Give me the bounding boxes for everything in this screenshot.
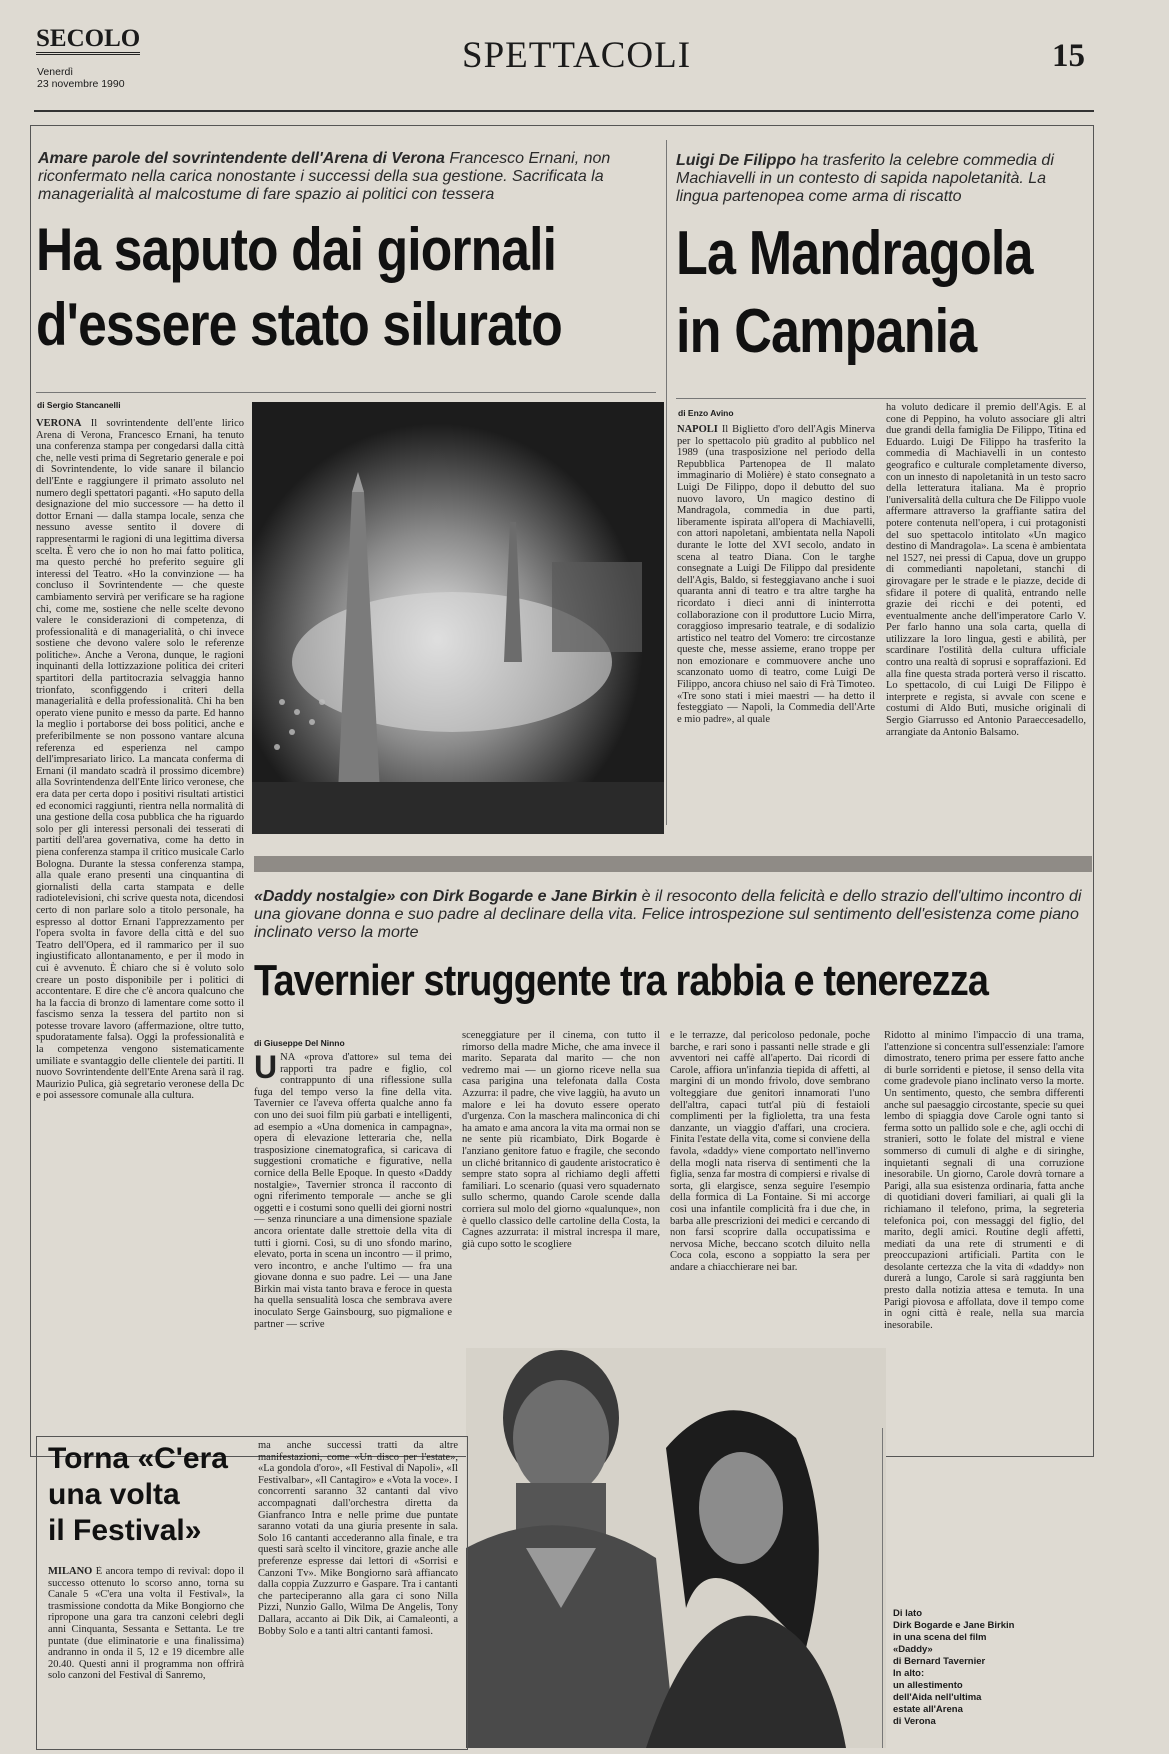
page-number: 15	[1052, 38, 1085, 74]
caption-line-3: in una scena del film	[893, 1632, 987, 1643]
arena-body: Il sovrintendente dell'ente lirico Arena di Verona, Francesco Ernani, ha tenuto una conferenza stampa per congedarsi dalla città che, nelle vesti prima di Segretario generale e poi di Sovrintendente, lo vide sanare il bilancio dell'Ente e raggiungere il primato assoluto nel numero degli spettatori paganti. «Ho saputo della designazione del mio successore — ha detto il dottor Ernani — dalla stampa locale, senza che nessuno avesse sentito il dovere di rappresentarmi le ragioni di una legittima diversa scelta. È vero che io non ho mai fatto politica, ma questo perché ho preferito seguire gli interessi del Teatro. «Ho la convinzione — ha concluso il Sovrintendente — che queste cambiamento servirà per verificare se ha ragione chi, come me, sostiene che nelle scelte devono valere le considerazioni di competenza, di professionalità e di managerialità, o chi invece sostiene che devono valere solo le referenze politiche». Anche a Verona, dunque, le ragioni inquinanti della lottizzazione politica dei criteri spartitori della partitocrazia selvaggia hanno trionfato, sconfiggendo i criteri della managerialità e della professionalità. Chi ha ben operato viene punito e messo da parte. Ed hanno la meglio i portaborse dei boss politici, anche e preferibilmente se non possono vantare alcuna referenza ed esperienza nel campo dell'impresariato lirico. La mancata conferma di Ernani (il mandato scadrà il prossimo dicembre) alla Sovrintendenza dell'Ente lirico veronese, che era data per certa dopo i positivi risultati artistici ed economici raggiunti, rientra nella normalità di una gestione della cosa pubblica che ha riguardo solo per gli interessi personali dei tesserati di partiti dell'area governativa, come ha detto in piena conferenza stampa il critico musicale Carlo Bologna. Durante la stessa conferenza stampa, alla quale erano presenti una cinquantina di giornalisti della carta stampata e delle radiotelevisioni, chi scrive questa nota, dicendosi certo di non parlare solo a titolo personale, ha espresso al dottor Ernani l'apprezzamento per l'opera svolta in favore della città e del suo Teatro dell'Opera, ed il rammarico per il suo ingiustificato allontanamento, e per il modo in cui è avvenuto. È chiaro che si è voluto solo creare un posto disponibile per i politici di accontentare. E dire che c'è ancora qualcuno che ha la faccia di bronzo di lamentare come sotto il fascismo senza la tessera del partito non si potesse trovare lavoro (affermazione, oltre tutto, spudoratamente falsa). Oggi la professionalità e la competenza vengono sistematicamente umiliate e svantaggio delle clientele dei partiti. Il nuovo Sovrintendente dell'Ente Arena sarà il rag. Maurizio Pulica, già segretario veronese della Dc e poi assessore comunale alla cultura.	[36, 418, 244, 1102]
caption-line-7: un allestimento	[893, 1680, 963, 1691]
tavernier-body-3: e le terrazze, dal pericoloso pedonale, poche barche, e rari sono i passanti nelle strade e gli avventori nei caffè all'aperto. Dai ricordi di Carole, affiora un'infanzia tiepida di affetti, al margini di un mondo frivolo, dove sembrano volteggiare due genitori innamorati l'uno dell'altra, capaci tutt'al più di festaioli complimenti per la figlioletta, tra una festa danzante, un viaggio d'affari, una crociera. Finita l'estate della vita, come si conviene della favola, «daddy» viene comportato nell'inverno della mogli nata riserva di sentimenti che la figlia, senza far mostra di compiersi e rivalse di sorta, gli elargisce, senza seguire l'esempio della formica di La Fontaine. Si mi accorge così una infantile complicità fra i due che, in barba alle prescrizioni dei medici e cercando di non farsi scoprire dalla occupatissima e nervosa Miche, beccano scotch diluito nella Coca cola, escono a soppiatto la sera per andare a chiacchierare nei bar.	[670, 1030, 870, 1273]
caption-line-2: Dirk Bogarde e Jane Birkin	[893, 1620, 1015, 1631]
tavernier-body-1: NA «prova d'attore» sul tema dei rapporti tra padre e figlio, col contrappunto di una riflessione sulla fuga del tempo verso la fine della vita. Tavernier ce l'aveva offerta qualche anno fa con uno dei suoi film più garbati e intelligenti, ad esempio a «Una domenica in campagna», opera di elevazione letteraria che, nella trasposizione cinematografica, si caricava di suggestioni cromatiche e figurative, nella cornice della Belle Epoque. In questo «Daddy nostalgie», Tavernier stronca il racconto di ogni riferimento temporale — anche se gli oggetti e i costumi sono quelli dei giorni nostri — senza rinunciare a una dimensione spaziale ancora orientate dalle strettoie della vita di tutti i giorni. Così, su di uno sfondo marino, elevato, porta in scena un incontro — il primo, vero incontro, e anche l'ultimo — fra una giovane donna e suo padre. Lei — una Jane Birkin mai vista tanto brava e feroce in questa ha quella sensualità losca che sembrava avere inoculato Serge Gainsbourg, suo pigmalione e partner — scrive	[254, 1052, 452, 1330]
mandragola-body-1: Il Biglietto d'oro dell'Agis Minerva per lo spettacolo più gradito al pubblico nel 1989 (una trasposizione nel periodo della Repubblica Partenopea de Il malato immaginario di Molière) è stato consegnato a Luigi De Filippo, dopo il debutto del suo nuovo lavoro, Un magico destino di Mandragola, commedia in due parti, liberamente ispirata all'opera di Machiavelli, con attori napoletani, ambientata nella Napoli durante le lotte del XVI secolo, andato in scena al teatro Diana. Con le targhe consegnate a Luigi De Filippo dal presidente dell'Agis, Baldo, si festeggiavano anche i suoi quaranta anni di teatro e tra altre targhe ha ricordato i dieci anni di ininterrotta collaborazione con il produttore Lucio Mirra, coraggioso impresario teatrale, e di sodalizio artistico nel teatro del Vomero: tre circostanze queste che, messe assieme, erano troppe per non emozionare e commuovere anche uno scanzonato uomo di teatro, come Luigi De Filippo, ancora chiuso nel saio di Frà Timoteo. «Tre sono stati i miei maestri — ha detto il festeggiato — Napoli, la Commedia dell'Arte e mio padre», al quale	[677, 424, 875, 725]
arena-deck-text: Francesco Ernani, non riconfermato nella carica nonostante i successi della sua gestione. Sacrificata la managerialità al malcostume di fare spazio ai politici con tessera	[38, 150, 611, 203]
caption-line-10: di Verona	[893, 1716, 936, 1727]
mandragola-body-2: ha voluto dedicare il premio dell'Agis. E al cone di Peppino, ha voluto associare gli altri due grandi della famiglia De Filippo, Titina ed Eduardo. Luigi De Filippo ha trasferito la commedia di Machiavelli in un contesto geografico e culturale completamente diverso, con un innesto di napoletanità in un testo sacro della letteratura italiana. Ma è proprio l'universalità della cultura che De Filippo vuole affermare attraverso la graffiante satira del potere contenuta nell'opera, i cui protagonisti del suo spettacolo intitolato «Un magico destino di Mandragola». La scena è ambientata nel 1527, nei pressi di Capua, dove un gruppo di commedianti napoletani, stanchi di girovagare per le strade e le piazze, decide di sfidare il potere di qualità, entrando nelle grazie dei ricchi e dei potenti, ed eventualmente anche dell'imperatore Carlo V. Per farlo hanno una sola carta, quella di utilizzare la loro lingua, gesti e abilità, per scardinare l'ostilità della cultura ufficiale contro una realtà di soprusi e sopraffazioni. Ed alla fine questa strada porterà verso il riscatto. Lo spettacolo, di cui Luigi De Filippo è interprete e regista, si avvale con scene e costumi di Aldo Buti, musiche originali di Sergio Giarrusso ed Antonio Paraeccesadello, arrangiate da Antonio Balsamo.	[886, 402, 1086, 738]
caption-line-1: Di lato	[893, 1608, 923, 1619]
caption-line-5: di Bernard Tavernier	[893, 1656, 986, 1667]
caption-line-8: dell'Aida nell'ultima	[893, 1692, 982, 1703]
festival-headline-line1: Torna «C'era	[48, 1442, 228, 1475]
arena-column	[36, 418, 244, 1430]
mandragola-rule	[676, 398, 1086, 399]
mandragola-headline-line1: La Mandragola	[676, 219, 1033, 288]
issue-day: Venerdì	[37, 66, 74, 78]
arena-rule	[36, 392, 656, 393]
festival-headline-line2: una volta	[48, 1478, 180, 1511]
mandragola-dateline: NAPOLI	[677, 424, 718, 435]
festival-body-2: ma anche successi tratti da altre manifestazioni, come «Un disco per l'estate», «La gondola d'oro», «Il Festival di Napoli», «Il Festivalbar», «Il Cantagiro» e «Vota la voce». I concorrenti saranno 32 cantanti dal vivo accompagnati dall'orchestra diretta da Gianfranco Intra e nelle prime due puntate saranno votati da una giuria presente in sala. Solo 16 cantanti accederanno alla finale, e tra questi sarà scelto il vincitore, grazie anche alle preferenze espresse dai lettori di «Sorrisi e Canzoni Tv». Mike Bongiorno sarà affiancato dalla coppia Zuzzurro e Gaspare. Tra i cantanti che parteciperanno alla gara ci sono Nilla Pizzi, Nunzio Gallo, Wilma De Angelis, Tony Dallara, accanto ai Dik Dik, ai Camaleonti, a Bobby Solo e a tanti altri cantanti famosi.	[258, 1440, 458, 1637]
mandragola-headline-line2: in Campania	[676, 297, 977, 366]
tavernier-dropcap: U	[254, 1052, 278, 1085]
arena-deck	[38, 150, 658, 204]
film-still-illustration	[466, 1348, 886, 1748]
tavernier-column-4	[884, 1030, 1084, 1422]
arena-stage-illustration	[252, 402, 664, 834]
arena-photo	[252, 402, 664, 834]
tavernier-column-2	[462, 1030, 660, 1346]
tavernier-body-4: Ridotto al minimo l'impaccio di una trama, l'attenzione si concentra sull'essenziale: l'amore dimostrato, tenero prima per essere fatto anche di burle sorridenti e pietose, il senso della vita come gradevole piano inclinato verso la morte. Un sentimento, questo, che sembra differenti anche sul paesaggio circostante, specie su quei lembo di spiaggia dove Carole ogni tanto si ferma sotto un pallido sole e che, agli occhi di stranieri, sotto le folate del mistral e viene sommerso di cumuli di alghe e di siringhe, inquietanti segnali di una corruzione inesorabile. Un giorno, Carole dovrà tornare a Parigi, alla sua esistenza ordinaria, fatta anche di quotidiani doveri familiari, ai quali gli la richiamano il telefono, prima, la segreteria telefonica poi, con messaggi del figlio, del marito, degli amici. Routine degli affetti, mediati da una rete di strumenti e di preoccupazioni artificiali. Partita con le desolante certezza che la vita di «daddy» non durerà a lungo, Carole si sarà raggiunta ben presto dalla notizia attesa e temuta. In una Parigi piovosa e affollata, dove il tempo come in ogni città è reale, nella sua marcia inesorabile.	[884, 1030, 1084, 1331]
arena-byline: di Sergio Stancanelli	[37, 400, 121, 410]
festival-column-2	[258, 1440, 458, 1742]
arena-headline-line1: Ha saputo dai giornali	[36, 216, 557, 283]
arena-deck-lead: Amare parole del sovrintendente dell'Arena di Verona	[38, 150, 445, 167]
mandragola-column-2	[886, 402, 1086, 836]
tavernier-deck-text: è il resoconto della felicità e dello strazio dell'ultimo incontro di una giovane donna e suo padre al declinare della vita. Felice introspezione sul sentimento dell'esistenza come piano inclinato verso la morte	[254, 888, 1082, 941]
section-divider-bar	[254, 856, 1092, 872]
tavernier-headline: Tavernier struggente tra rabbia e tenerezza	[254, 956, 989, 1005]
mandragola-byline: di Enzo Avino	[678, 408, 734, 418]
section-title: SPETTACOLI	[462, 35, 692, 76]
caption-line-6: In alto:	[893, 1668, 925, 1679]
tavernier-byline: di Giuseppe Del Ninno	[254, 1038, 345, 1048]
caption-line-4: «Daddy»	[893, 1644, 933, 1655]
issue-full-date: 23 novembre 1990	[37, 78, 125, 90]
mandragola-deck-lead: Luigi De Filippo	[676, 152, 796, 169]
tavernier-deck	[254, 888, 1084, 942]
festival-dateline: MILANO	[48, 1566, 93, 1577]
mandragola-deck	[676, 152, 1088, 206]
mandragola-column-1	[677, 424, 875, 836]
issue-date	[37, 66, 125, 90]
caption-line-9: estate all'Arena	[893, 1704, 963, 1715]
masthead-rule	[34, 110, 1094, 112]
festival-body-1: È ancora tempo di revival: dopo il successo ottenuto lo scorso anno, torna su Canale 5 «C'era una volta il Festival», la trasmissione condotta da Mike Bongiorno che ripropone una gara tra canzoni celebri degli anni Cinquanta, Sessanta e Settanta. Le tre puntate (due eliminatorie e una finalissima) andranno in onda il 5, 12 e 19 dicembre alle 20.40. Questi anni il programma non offrirà solo canzoni del Festival di Sanremo,	[48, 1566, 244, 1682]
film-photo	[466, 1348, 886, 1748]
newspaper-logo: SECOLO	[36, 26, 140, 55]
column-divider-right	[666, 140, 667, 825]
festival-headline-line3: il Festival»	[48, 1514, 202, 1547]
tavernier-column-3	[670, 1030, 870, 1366]
tavernier-column-1	[254, 1052, 452, 1392]
festival-column-1	[48, 1566, 244, 1742]
arena-dateline: VERONA	[36, 418, 82, 429]
arena-headline-line2: d'essere stato silurato	[36, 291, 562, 358]
tavernier-body-2: sceneggiature per il cinema, con tutto il rimorso della madre Miche, che ama invece il marito. Separata dal marito — che non vedremo mai — un giorno riceve nella sua casa parigina una telefonata dalla Costa Azzurra: il padre, che vive laggiù, ha avuto un malore e lei ha dovuto essere operato d'urgenza. Con la maschera malinconica di chi ha amato e ama ancora la vita ma ormai non se ne sente più ricambiato, Dirk Bogarde è l'anziano genitore fatuo e fragile, che secondo un cliché britannico di gaudente aristocratico è sempre stato sopra al richiamo degli affetti familiari. Lo scenario (quasi vero squadernato sullo schermo, quando Carole scende dalla corriera sul molo del giorno «qualunque», non è quello classico delle cartoline della Costa, la Cagnes azzurrata: il mistral increspa il mare, già cupo sotto le scogliere	[462, 1030, 660, 1250]
mandragola-deck-text: ha trasferito la celebre commedia di Machiavelli in un contesto di sapida napoletanità. La lingua partenopea come arma di riscatto	[676, 152, 1054, 205]
tavernier-deck-lead: «Daddy nostalgie» con Dirk Bogarde e Jane Birkin	[254, 888, 638, 905]
caption-divider	[882, 1428, 883, 1748]
photo-caption	[893, 1608, 1073, 1728]
